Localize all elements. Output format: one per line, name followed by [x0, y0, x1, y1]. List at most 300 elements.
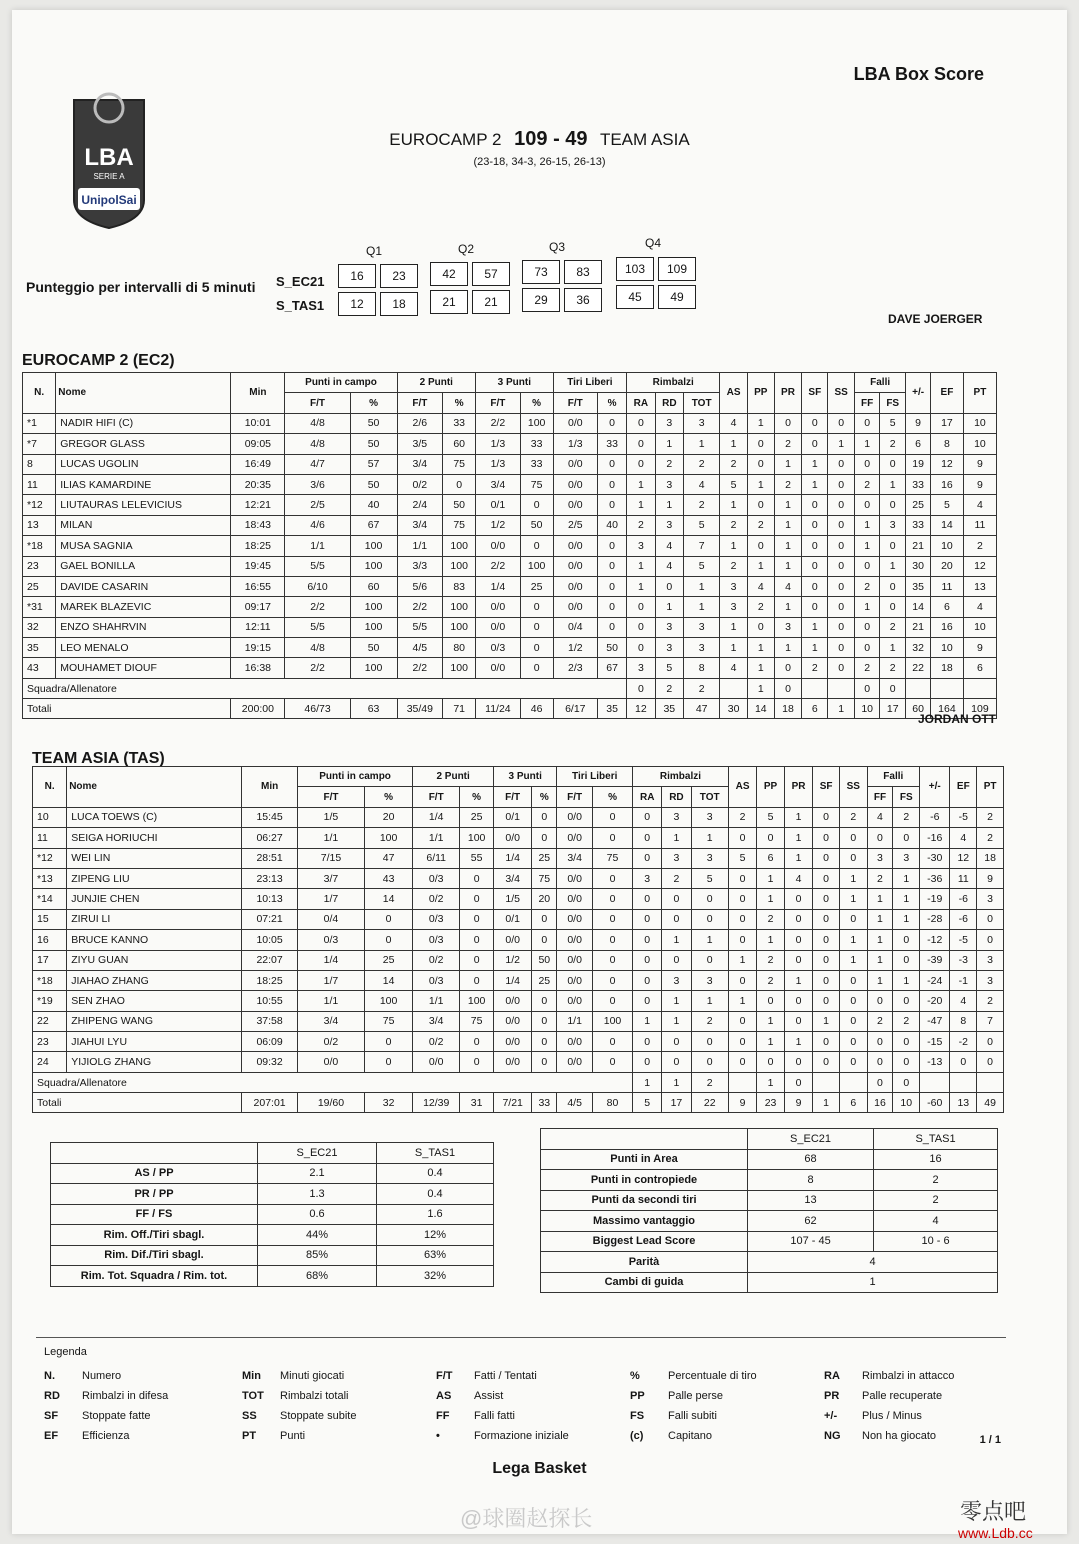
stat-cell: 0 [520, 495, 553, 515]
col-pct: % [443, 393, 476, 413]
stat-cell: 100 [350, 617, 397, 637]
stat-cell: 2 [880, 658, 906, 678]
interval-box-q3 [520, 258, 604, 314]
cmp-value: 85% [258, 1245, 377, 1266]
interval-box-q2 [428, 260, 512, 316]
stat-cell: 0 [598, 536, 627, 556]
stat-cell: 0 [691, 1052, 728, 1072]
player-row [23, 597, 997, 617]
interval-cell: 45 [616, 285, 654, 309]
stat-cell: 4 [684, 474, 720, 494]
player-number: 24 [33, 1052, 67, 1072]
player-name: LIUTAURAS LELEVICIUS [56, 495, 231, 515]
stat-cell: 3/3 [397, 556, 443, 576]
stat-cell: 1 [774, 495, 802, 515]
stat-cell: 1 [747, 638, 774, 658]
cmp-value: 0.4 [377, 1184, 494, 1205]
stat-cell: 3 [774, 617, 802, 637]
stat-cell: 3 [655, 413, 683, 433]
player-row [23, 495, 997, 515]
stat-cell: 1 [691, 828, 728, 848]
stat-cell: 25 [906, 495, 931, 515]
stat-cell: 0 [460, 930, 494, 950]
cmp-value: 1.6 [377, 1204, 494, 1225]
legend-desc: Stoppate subite [280, 1410, 357, 1422]
stat-cell: 0 [880, 454, 906, 474]
stat-cell: 32 [906, 638, 931, 658]
stat-cell: 100 [443, 617, 476, 637]
legend-item [44, 1390, 168, 1402]
squadra-ss [828, 678, 855, 698]
stat-cell: 1/3 [476, 434, 521, 454]
stat-cell: 16:55 [231, 576, 285, 596]
interval-cell: 73 [522, 260, 560, 284]
stat-cell: 1 [757, 1032, 785, 1052]
cmp-value: 8 [748, 1170, 874, 1191]
stat-cell: 1 [684, 434, 720, 454]
stat-cell: 50 [532, 950, 557, 970]
stat-cell: 6 [930, 597, 963, 617]
cmp-corner [541, 1129, 748, 1150]
legend-item [44, 1430, 130, 1442]
stat-cell: 1 [880, 638, 906, 658]
stat-cell: 0 [633, 930, 662, 950]
cmp-row [51, 1225, 494, 1246]
stat-cell: 0 [627, 617, 655, 637]
totals-cell: 19/60 [297, 1093, 364, 1113]
stat-cell: 0/3 [413, 970, 460, 990]
totals-cell: 80 [592, 1093, 632, 1113]
stat-cell: 0/0 [557, 930, 593, 950]
stat-cell: 2 [662, 868, 691, 888]
player-name: NADIR HIFI (C) [56, 413, 231, 433]
stat-cell: 33 [443, 413, 476, 433]
player-name: JIAHUI LYU [67, 1032, 242, 1052]
stat-cell: 1 [655, 597, 683, 617]
stat-cell: 1 [662, 991, 691, 1011]
stat-cell: 1 [880, 556, 906, 576]
stat-cell: 0 [813, 889, 840, 909]
player-row [33, 909, 1004, 929]
stat-cell: 50 [350, 474, 397, 494]
legend-item [436, 1390, 503, 1402]
col-tail: EF [930, 373, 963, 414]
stat-cell: 33 [906, 515, 931, 535]
stat-cell: 0 [691, 909, 728, 929]
stat-cell: 4/7 [285, 454, 350, 474]
stat-cell: 0 [662, 950, 691, 970]
stat-cell: 2 [977, 828, 1004, 848]
stat-cell: 0/1 [494, 807, 532, 827]
player-number: 13 [23, 515, 56, 535]
totals-cell: 14 [747, 699, 774, 719]
player-row [33, 950, 1004, 970]
player-name: LEO MENALO [56, 638, 231, 658]
stat-cell: 18:43 [231, 515, 285, 535]
stat-cell: 0 [839, 1052, 867, 1072]
stat-cell: 0/0 [494, 1011, 532, 1031]
stat-cell: 2 [867, 868, 893, 888]
stat-cell: -20 [920, 991, 950, 1011]
stat-cell: 2 [880, 617, 906, 637]
stat-cell: 0 [460, 868, 494, 888]
stat-cell: 1 [802, 638, 828, 658]
totals-cell: 33 [532, 1093, 557, 1113]
stat-cell: 0 [633, 1032, 662, 1052]
legend-abbr: SS [242, 1410, 257, 1422]
stat-cell: 50 [350, 434, 397, 454]
stat-cell: 100 [350, 556, 397, 576]
stat-cell: 20 [930, 556, 963, 576]
col-name: Nome [56, 373, 231, 414]
legend-abbr: TOT [242, 1390, 264, 1402]
totals-cell: 10 [855, 699, 880, 719]
stat-cell: 0 [532, 828, 557, 848]
stat-cell: 33 [598, 434, 627, 454]
stat-cell: 1/2 [476, 515, 521, 535]
stat-cell: 0 [598, 556, 627, 576]
player-row [33, 848, 1004, 868]
cmp-row [51, 1266, 494, 1287]
col-group: 2 Punti [397, 373, 476, 393]
stat-cell: 0 [802, 413, 828, 433]
stat-cell: 1 [691, 930, 728, 950]
stat-cell: 6 [963, 658, 996, 678]
watermark-weibo: @球圈赵探长 [460, 1506, 593, 1531]
header-row-1 [33, 767, 1004, 787]
legend-desc: Numero [82, 1370, 122, 1382]
stat-cell: 12:21 [231, 495, 285, 515]
totals-cell: 10 [893, 1093, 920, 1113]
stat-cell: 9 [906, 413, 931, 433]
stat-cell: -5 [950, 930, 977, 950]
stat-cell: 11 [950, 868, 977, 888]
stat-cell: 0 [627, 434, 655, 454]
stat-cell: 0/0 [494, 1052, 532, 1072]
legend-item [44, 1410, 151, 1422]
col-pct: % [350, 393, 397, 413]
stat-cell: 0 [813, 868, 840, 888]
stat-cell: 10:05 [242, 930, 298, 950]
stat-cell: 0 [592, 828, 632, 848]
stat-cell: 14 [364, 889, 412, 909]
player-row [33, 970, 1004, 990]
stat-cell: 0 [828, 617, 855, 637]
stat-cell: 0/0 [553, 556, 597, 576]
squadra-sf [802, 678, 828, 698]
stat-cell: 2 [728, 807, 756, 827]
squadra-rd: 1 [662, 1072, 691, 1092]
stat-cell: 1 [757, 1011, 785, 1031]
stat-cell: 5 [655, 658, 683, 678]
stat-cell: 0/0 [553, 536, 597, 556]
stat-cell: 4 [784, 868, 812, 888]
squadra-as [728, 1072, 756, 1092]
totals-cell: 9 [728, 1093, 756, 1113]
totals-cell: 6 [802, 699, 828, 719]
stat-cell: 0 [532, 1032, 557, 1052]
stat-cell: 06:27 [242, 828, 298, 848]
stat-cell: 1 [855, 536, 880, 556]
stat-cell: 100 [364, 828, 412, 848]
legend-desc: Efficienza [82, 1430, 130, 1442]
stat-cell: 75 [443, 515, 476, 535]
ratio-comparison-table [50, 1142, 494, 1287]
stat-cell: 0 [728, 868, 756, 888]
stat-cell: 0 [592, 970, 632, 990]
cmp-value-merged: 4 [748, 1252, 998, 1273]
stat-cell: 3 [720, 597, 748, 617]
col-falli-sub: FF [855, 393, 880, 413]
legend-desc: Percentuale di tiro [668, 1370, 757, 1382]
stat-cell: 0/0 [553, 474, 597, 494]
interval-cell: 57 [472, 262, 510, 286]
player-name: LUCA TOEWS (C) [67, 807, 242, 827]
player-name: ZIPENG LIU [67, 868, 242, 888]
stat-cell: 3/5 [397, 434, 443, 454]
stat-cell: 2/2 [397, 658, 443, 678]
player-name: MOUHAMET DIOUF [56, 658, 231, 678]
stat-cell: 0/0 [494, 828, 532, 848]
stat-cell: 2 [977, 807, 1004, 827]
stat-cell: -6 [950, 909, 977, 929]
stat-cell: 0/0 [476, 536, 521, 556]
player-number: 10 [33, 807, 67, 827]
totals-cell: 11/24 [476, 699, 521, 719]
interval-box-q4 [614, 255, 698, 311]
legend-abbr: FS [630, 1410, 645, 1422]
totals-cell: 35 [598, 699, 627, 719]
stat-cell: 83 [443, 576, 476, 596]
stat-cell: 0 [592, 991, 632, 1011]
stat-cell: 1/5 [297, 807, 364, 827]
stat-cell: 16:38 [231, 658, 285, 678]
legend-item [242, 1390, 348, 1402]
stat-cell: 3 [684, 638, 720, 658]
stat-cell: 18:25 [242, 970, 298, 990]
interval-team-1: S_EC21 [276, 274, 325, 289]
stat-cell: 5 [728, 848, 756, 868]
stat-cell: 1 [855, 434, 880, 454]
squadra-tot: 2 [691, 1072, 728, 1092]
col-rimb: TOT [684, 393, 720, 413]
stat-cell: 1 [784, 970, 812, 990]
totals-row [23, 699, 997, 719]
stat-cell: 1 [662, 828, 691, 848]
col-rimb: RD [662, 787, 691, 807]
squadra-ss [839, 1072, 867, 1092]
player-row [33, 868, 1004, 888]
squadra-ef [930, 678, 963, 698]
stat-cell: 0 [747, 536, 774, 556]
legend-desc: Plus / Minus [862, 1410, 922, 1422]
stat-cell: 0 [627, 597, 655, 617]
interval-cell: 109 [658, 257, 696, 281]
col-group: 3 Punti [494, 767, 557, 787]
stat-cell: 09:05 [231, 434, 285, 454]
stat-cell: 100 [520, 556, 553, 576]
col-stat: AS [720, 373, 748, 414]
stat-cell: 0 [855, 454, 880, 474]
cmp-row [51, 1184, 494, 1205]
player-number: 8 [23, 454, 56, 474]
stat-cell: 0 [802, 434, 828, 454]
stat-cell: 0 [592, 909, 632, 929]
stat-cell: 0 [460, 1052, 494, 1072]
stat-cell: 0 [633, 950, 662, 970]
col-group: Tiri Liberi [557, 767, 633, 787]
cmp-label: Rim. Off./Tiri sbagl. [51, 1225, 258, 1246]
stat-cell: 2/2 [285, 597, 350, 617]
stat-cell: 19:15 [231, 638, 285, 658]
col-number: N. [33, 767, 67, 808]
stat-cell: 3 [867, 848, 893, 868]
cmp-label: Biggest Lead Score [541, 1231, 748, 1252]
stat-cell: 1/1 [397, 536, 443, 556]
stat-cell: 0 [633, 909, 662, 929]
stat-cell: 6/11 [413, 848, 460, 868]
stat-cell: 0 [728, 909, 756, 929]
stat-cell: 0 [828, 536, 855, 556]
stat-cell: 22 [906, 658, 931, 678]
stat-cell: 2 [757, 950, 785, 970]
stat-cell: 2 [691, 1011, 728, 1031]
stat-cell: 5 [880, 413, 906, 433]
stat-cell: 2/5 [285, 495, 350, 515]
squadra-pr: 0 [774, 678, 802, 698]
stat-cell: 0 [784, 950, 812, 970]
totals-cell: 207:01 [242, 1093, 298, 1113]
legend-item [436, 1410, 515, 1422]
cmp-label: Parità [541, 1252, 748, 1273]
stat-cell: 1/1 [557, 1011, 593, 1031]
cmp-label: Massimo vantaggio [541, 1211, 748, 1232]
col-tail: +/- [906, 373, 931, 414]
totals-cell: 6 [839, 1093, 867, 1113]
stat-cell: 3/4 [494, 868, 532, 888]
col-pct: % [460, 787, 494, 807]
stat-cell: 1 [720, 536, 748, 556]
legend-item [44, 1370, 121, 1382]
legend-desc: Rimbalzi totali [280, 1390, 349, 1402]
stat-cell: 0 [828, 454, 855, 474]
player-row [23, 515, 997, 535]
stat-cell: 3 [691, 970, 728, 990]
stat-cell: 19:45 [231, 556, 285, 576]
player-name: GREGOR GLASS [56, 434, 231, 454]
totals-cell: 17 [880, 699, 906, 719]
player-number: *18 [33, 970, 67, 990]
player-number: 23 [23, 556, 56, 576]
stat-cell: 1 [655, 434, 683, 454]
stat-cell: 4 [655, 536, 683, 556]
stat-cell: 0/0 [557, 868, 593, 888]
col-tail: EF [950, 767, 977, 808]
stat-cell: 1 [893, 868, 920, 888]
stat-cell: 2 [655, 454, 683, 474]
stat-cell: 14 [906, 597, 931, 617]
stat-cell: 2/5 [553, 515, 597, 535]
legend-abbr: EF [44, 1430, 59, 1442]
stat-cell: 0 [828, 597, 855, 617]
svg-text:SERIE A: SERIE A [93, 172, 125, 181]
stat-cell: -47 [920, 1011, 950, 1031]
cmp-value: 13 [748, 1190, 874, 1211]
stat-cell: 0 [728, 828, 756, 848]
cmp-row [51, 1245, 494, 1266]
stat-cell: 12 [950, 848, 977, 868]
stat-cell: 1 [720, 434, 748, 454]
stat-cell: 3/4 [413, 1011, 460, 1031]
squadra-ra: 0 [627, 678, 655, 698]
stat-cell: 40 [350, 495, 397, 515]
stat-cell: 1 [757, 930, 785, 950]
cmp-label: Punti in contropiede [541, 1170, 748, 1191]
stat-cell: 1 [867, 950, 893, 970]
stat-cell: 5/5 [285, 556, 350, 576]
stat-cell: 0/4 [553, 617, 597, 637]
stat-cell: 12 [930, 454, 963, 474]
stat-cell: 2/6 [397, 413, 443, 433]
stat-cell: 1 [802, 617, 828, 637]
stat-cell: 0/0 [553, 576, 597, 596]
stat-cell: 0 [839, 828, 867, 848]
stat-cell: 1 [813, 1011, 840, 1031]
stat-cell: 1 [757, 868, 785, 888]
stat-cell: 17 [930, 413, 963, 433]
col-pct: % [598, 393, 627, 413]
stat-cell: 1 [839, 889, 867, 909]
stat-cell: 3/4 [476, 474, 521, 494]
stat-cell: 3 [977, 950, 1004, 970]
totals-cell: 13 [950, 1093, 977, 1113]
stat-cell: 0 [532, 991, 557, 1011]
stat-cell: 100 [443, 556, 476, 576]
stat-cell: 0 [977, 1032, 1004, 1052]
stat-cell: 0 [828, 638, 855, 658]
stat-cell: 13 [963, 576, 996, 596]
stat-cell: 0 [828, 658, 855, 678]
stat-cell: 3/4 [297, 1011, 364, 1031]
stat-cell: 1/4 [494, 848, 532, 868]
stat-cell: 4/5 [397, 638, 443, 658]
cmp-label: Punti in Area [541, 1149, 748, 1170]
legend-desc: Rimbalzi in difesa [82, 1390, 169, 1402]
stat-cell: 0/0 [553, 413, 597, 433]
col-falli-sub: FS [880, 393, 906, 413]
legend-item [630, 1390, 723, 1402]
stat-cell: 0 [532, 807, 557, 827]
stat-cell: 23:13 [242, 868, 298, 888]
document-title: LBA Box Score [853, 64, 984, 84]
stat-cell: 0 [627, 638, 655, 658]
lba-logo [66, 80, 152, 230]
stat-cell: 0 [598, 495, 627, 515]
player-name: WEI LIN [67, 848, 242, 868]
stat-cell: 0 [747, 617, 774, 637]
totals-label: Totali [33, 1093, 242, 1113]
player-row [23, 413, 997, 433]
cmp-value: 12% [377, 1225, 494, 1246]
stat-cell: 06:09 [242, 1032, 298, 1052]
stat-cell: 1 [627, 474, 655, 494]
stat-cell: 0 [893, 991, 920, 1011]
stat-cell: 0 [662, 1052, 691, 1072]
stat-cell: 0 [867, 1052, 893, 1072]
cmp-corner [51, 1143, 258, 1164]
stat-cell: 3 [720, 576, 748, 596]
stat-cell: 1 [747, 556, 774, 576]
